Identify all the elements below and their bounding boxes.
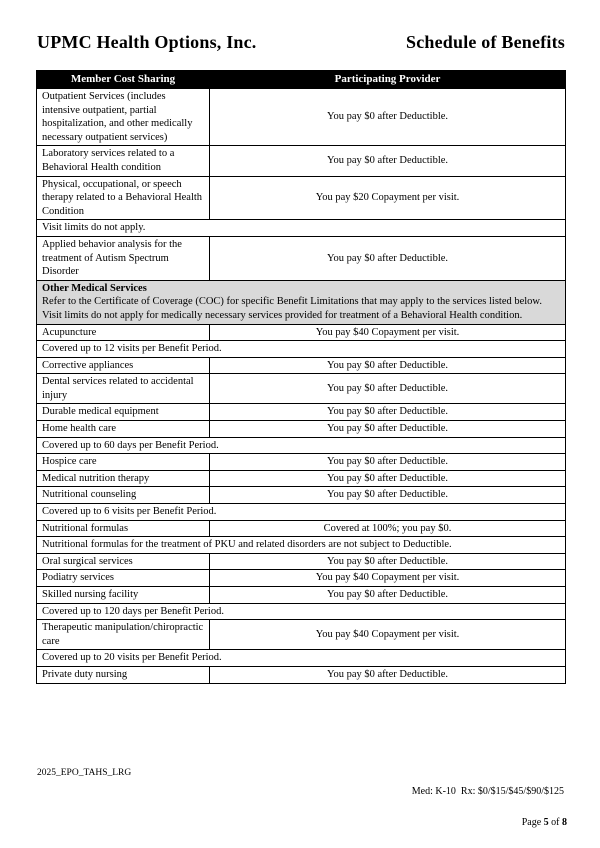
section-header-cell — [37, 280, 566, 324]
provider-cost-cell: You pay $0 after Deductible. — [210, 454, 566, 471]
service-name-cell: Home health care — [37, 421, 210, 438]
service-name-cell: Therapeutic manipulation/chiropractic care — [37, 620, 210, 650]
footer-page-indicator — [522, 817, 567, 828]
section-title: Other Medical Services — [42, 282, 147, 294]
service-name-cell: Nutritional counseling — [37, 487, 210, 504]
page-number: 5 — [543, 817, 549, 828]
service-name-cell: Nutritional formulas — [37, 520, 210, 537]
limit-note-cell: Covered up to 60 days per Benefit Period. — [37, 437, 566, 454]
provider-cost-cell: You pay $40 Copayment per visit. — [210, 570, 566, 587]
service-name-cell: Outpatient Services (includes intensive outpatient, partial hospitalization, and other medically necessary outpatient services) — [37, 89, 210, 146]
page-total: 8 — [562, 817, 567, 828]
limit-note-cell: Visit limits do not apply. — [37, 220, 566, 237]
provider-cost-cell: You pay $0 after Deductible. — [210, 374, 566, 404]
benefit-row — [37, 89, 566, 146]
service-name-cell: Dental services related to accidental injury — [37, 374, 210, 404]
benefit-row — [37, 374, 566, 404]
provider-cost-cell: You pay $0 after Deductible. — [210, 553, 566, 570]
provider-cost-cell: You pay $0 after Deductible. — [210, 470, 566, 487]
footer-med-rx-info: Med: K-10 Rx: $0/$15/$45/$90/$125 — [411, 786, 564, 797]
provider-cost-cell: You pay $0 after Deductible. — [210, 666, 566, 683]
section-description: Refer to the Certificate of Coverage (COC) for specific Benefit Limitations that may apply to the services listed below. Visit limits do not apply for medically necessary services provided for treatment of a Behavioral Health condition. — [42, 296, 542, 321]
benefit-row — [37, 570, 566, 587]
column-header-participating-provider: Participating Provider — [210, 71, 566, 89]
provider-cost-cell: You pay $0 after Deductible. — [210, 587, 566, 604]
company-title: UPMC Health Options, Inc. — [37, 32, 257, 52]
limit-note-cell: Covered up to 12 visits per Benefit Period. — [37, 341, 566, 358]
benefit-row — [37, 324, 566, 341]
provider-cost-cell: You pay $0 after Deductible. — [210, 146, 566, 176]
service-name-cell: Acupuncture — [37, 324, 210, 341]
benefit-row — [37, 454, 566, 471]
service-name-cell: Oral surgical services — [37, 553, 210, 570]
document-title: Schedule of Benefits — [406, 32, 565, 52]
benefit-row — [37, 487, 566, 504]
provider-cost-cell: You pay $0 after Deductible. — [210, 236, 566, 280]
table-header-row — [37, 71, 566, 89]
document-header — [37, 32, 565, 53]
limit-note-row — [37, 537, 566, 554]
benefit-row — [37, 520, 566, 537]
benefit-row — [37, 421, 566, 438]
provider-cost-cell: You pay $0 after Deductible. — [210, 487, 566, 504]
provider-cost-cell: You pay $0 after Deductible. — [210, 421, 566, 438]
benefits-table-body — [37, 89, 566, 684]
footer-plan-code: 2025_EPO_TAHS_LRG — [37, 768, 132, 778]
limit-note-row — [37, 437, 566, 454]
provider-cost-cell: Covered at 100%; you pay $0. — [210, 520, 566, 537]
service-name-cell: Podiatry services — [37, 570, 210, 587]
page-label: Page — [521, 817, 542, 828]
provider-cost-cell: You pay $20 Copayment per visit. — [210, 176, 566, 220]
provider-cost-cell: You pay $40 Copayment per visit. — [210, 620, 566, 650]
provider-cost-cell: You pay $0 after Deductible. — [210, 404, 566, 421]
service-name-cell: Applied behavior analysis for the treatment of Autism Spectrum Disorder — [37, 236, 210, 280]
benefit-row — [37, 146, 566, 176]
limit-note-row — [37, 504, 566, 521]
service-name-cell: Durable medical equipment — [37, 404, 210, 421]
limit-note-row — [37, 603, 566, 620]
provider-cost-cell: You pay $0 after Deductible. — [210, 89, 566, 146]
benefits-table — [36, 70, 566, 684]
section-header-row — [37, 280, 566, 324]
service-name-cell: Physical, occupational, or speech therapy related to a Behavioral Health Condition — [37, 176, 210, 220]
limit-note-cell: Covered up to 20 visits per Benefit Period. — [37, 650, 566, 667]
benefit-row — [37, 236, 566, 280]
benefit-row — [37, 404, 566, 421]
service-name-cell: Medical nutrition therapy — [37, 470, 210, 487]
benefit-row — [37, 553, 566, 570]
limit-note-row — [37, 341, 566, 358]
benefit-row — [37, 470, 566, 487]
benefit-row — [37, 666, 566, 683]
benefit-row — [37, 357, 566, 374]
benefit-row — [37, 176, 566, 220]
limit-note-row — [37, 220, 566, 237]
provider-cost-cell: You pay $40 Copayment per visit. — [210, 324, 566, 341]
limit-note-cell: Covered up to 120 days per Benefit Period. — [37, 603, 566, 620]
limit-note-row — [37, 650, 566, 667]
service-name-cell: Laboratory services related to a Behavioral Health condition — [37, 146, 210, 176]
of-label: of — [551, 817, 560, 828]
limit-note-cell: Covered up to 6 visits per Benefit Period. — [37, 504, 566, 521]
limit-note-cell: Nutritional formulas for the treatment of PKU and related disorders are not subject to Deductible. — [37, 537, 566, 554]
provider-cost-cell: You pay $0 after Deductible. — [210, 357, 566, 374]
benefit-row — [37, 620, 566, 650]
service-name-cell: Skilled nursing facility — [37, 587, 210, 604]
service-name-cell: Corrective appliances — [37, 357, 210, 374]
service-name-cell: Private duty nursing — [37, 666, 210, 683]
service-name-cell: Hospice care — [37, 454, 210, 471]
benefits-table-head — [37, 71, 566, 89]
column-header-member-cost-sharing: Member Cost Sharing — [37, 71, 210, 89]
benefit-row — [37, 587, 566, 604]
